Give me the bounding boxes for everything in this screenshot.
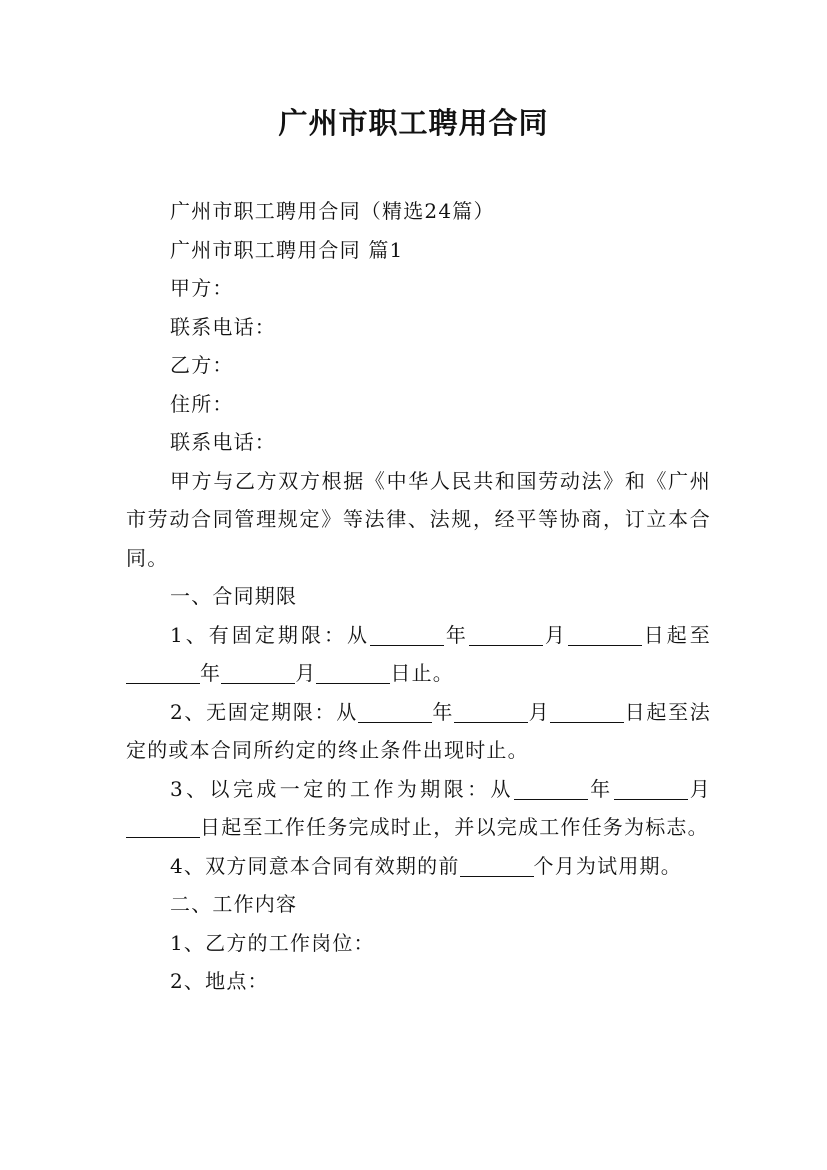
- blank-line: [358, 702, 432, 723]
- document-title: 广州市职工聘用合同: [278, 106, 549, 140]
- clause-text: 年: [587, 776, 614, 801]
- clause-text: 年: [431, 699, 455, 724]
- blank-line: [126, 817, 200, 838]
- term-clause-2: [126, 693, 711, 770]
- term-heading: 一、合同期限: [170, 584, 298, 608]
- blank-line: [460, 856, 534, 877]
- blank-line: [454, 702, 528, 723]
- blank-line: [221, 663, 295, 684]
- address-label: 住所：: [170, 391, 234, 416]
- blank-line: [316, 663, 390, 684]
- clause-text: 月: [528, 699, 551, 724]
- work-clause-2: 2、地点：: [170, 969, 269, 993]
- document-body: [126, 192, 711, 1001]
- blank-line: [126, 663, 200, 684]
- clause-text: 月: [295, 661, 317, 685]
- clause-text: 日起至法定的或本合同所约定的终止条件出现时止。: [126, 699, 711, 762]
- clause-text: 年: [200, 661, 222, 685]
- subtitle: 广州市职工聘用合同（精选24篇）: [170, 199, 495, 223]
- intro-paragraph: 甲方与乙方双方根据《中华人民共和国劳动法》和《广州市劳动合同管理规定》等法律、法规，经平等协商，订立本合同。: [126, 468, 711, 570]
- clause-text: 1、有固定期限：从: [170, 622, 371, 647]
- blank-line: [469, 625, 543, 646]
- party-b-label: 乙方：: [170, 353, 234, 377]
- term-clause-4: [126, 847, 711, 886]
- work-heading: 二、工作内容: [170, 892, 298, 916]
- blank-line: [370, 625, 444, 646]
- blank-line: [568, 625, 642, 646]
- clause-text: 2、无固定期限：从: [170, 699, 358, 724]
- clause-text: 月: [687, 776, 712, 801]
- clause-text: 4、双方同意本合同有效期的前: [170, 853, 460, 878]
- clause-text: 年: [444, 622, 469, 647]
- work-clause-1: 1、乙方的工作岗位：: [170, 930, 375, 955]
- clause-text: 3、以完成一定的工作为期限：从: [170, 776, 514, 801]
- blank-line: [614, 779, 688, 800]
- term-clause-3: [126, 770, 711, 847]
- phone-label: 联系电话：: [170, 314, 276, 339]
- clause-text: 个月为试用期。: [533, 853, 682, 878]
- clause-text: 月: [542, 622, 568, 647]
- term-clause-1: [126, 616, 711, 693]
- party-a-label: 甲方：: [170, 276, 234, 300]
- phone-label: 联系电话：: [170, 430, 276, 454]
- blank-line: [550, 702, 624, 723]
- clause-text: 日起至: [641, 622, 711, 647]
- clause-text: 日止。: [390, 661, 455, 685]
- clause-text: 日起至工作任务完成时止，并以完成工作任务为标志。: [200, 815, 709, 839]
- blank-line: [514, 779, 588, 800]
- section-heading: 广州市职工聘用合同 篇1: [170, 237, 404, 262]
